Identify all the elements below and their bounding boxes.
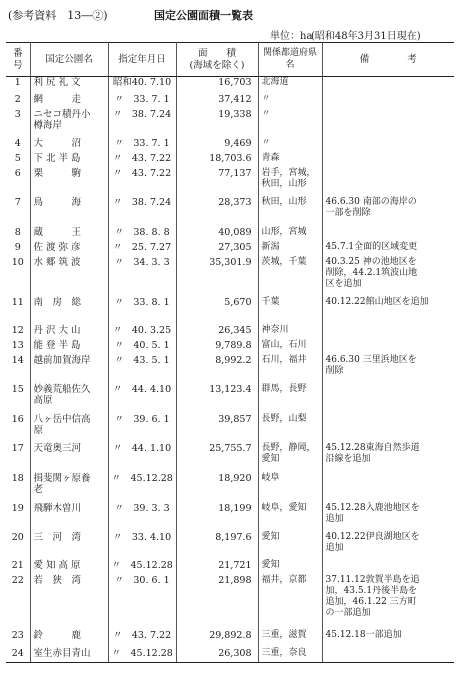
designation-date: 昭和40. 7.10 bbox=[108, 77, 176, 94]
park-area-table bbox=[6, 42, 454, 663]
prefectures: 長野，静岡， 愛知 bbox=[258, 443, 322, 473]
area-value: 5,670 bbox=[176, 297, 258, 325]
designation-date: 〃 33. 7. 1 bbox=[108, 94, 176, 109]
row-number: 20 bbox=[6, 532, 30, 560]
table-row bbox=[6, 153, 454, 168]
row-number: 17 bbox=[6, 443, 30, 473]
prefectures: 群馬，長野 bbox=[258, 384, 322, 414]
row-number: 10 bbox=[6, 257, 30, 297]
row-number: 4 bbox=[6, 138, 30, 153]
designation-date: 〃 40. 5. 1 bbox=[108, 340, 176, 355]
header-area: 面 積 (海域を除く) bbox=[176, 43, 258, 77]
designation-date: 〃 38. 8. 8 bbox=[108, 227, 176, 242]
prefectures: 神奈川 bbox=[258, 325, 322, 340]
table-row bbox=[6, 168, 454, 197]
area-value: 19,338 bbox=[176, 109, 258, 138]
remarks bbox=[322, 77, 454, 94]
prefectures: 岐阜，愛知 bbox=[258, 503, 322, 532]
unit-label: 単位：ha bbox=[270, 31, 313, 42]
park-name: 妙義荒船佐久 高原 bbox=[30, 384, 108, 414]
area-value: 28,373 bbox=[176, 197, 258, 227]
designation-date: 〃 39. 6. 1 bbox=[108, 414, 176, 443]
prefectures: 〃 bbox=[258, 138, 322, 153]
table-row bbox=[6, 532, 454, 560]
park-name: 八ヶ岳中信高 原 bbox=[30, 414, 108, 443]
remarks: 40.12.22館山地区を追加 bbox=[325, 296, 429, 307]
prefectures: 北海道 bbox=[258, 77, 322, 94]
area-value: 27,305 bbox=[176, 242, 258, 257]
prefectures: 青森 bbox=[258, 153, 322, 168]
table-row bbox=[6, 648, 454, 663]
prefectures: 愛知 bbox=[258, 532, 322, 560]
area-value: 39,857 bbox=[176, 414, 258, 443]
remarks: 45.12.18一部追加 bbox=[325, 629, 402, 640]
remarks bbox=[322, 648, 454, 663]
table-row bbox=[6, 325, 454, 340]
remarks: 37.11.12敦賀半島を追 加，43.5.1丹後半島を 追加，46.1.22 三方町 の一部追加 bbox=[325, 574, 420, 618]
row-number: 9 bbox=[6, 242, 30, 257]
row-number: 13 bbox=[6, 340, 30, 355]
area-value: 18,703.6 bbox=[176, 153, 258, 168]
row-number: 12 bbox=[6, 325, 30, 340]
remarks bbox=[322, 414, 454, 443]
prefectures: 石川，福井 bbox=[258, 355, 322, 384]
remarks bbox=[322, 138, 454, 153]
designation-date: 〃 34. 3. 3 bbox=[108, 257, 176, 297]
prefectures: 〃 bbox=[258, 94, 322, 109]
row-number: 16 bbox=[6, 414, 30, 443]
remarks: 45.12.28東海自然歩道 沿線を追加 bbox=[325, 442, 420, 464]
remarks bbox=[322, 227, 454, 242]
park-name: 飛騨木曽川 bbox=[30, 503, 108, 532]
header-designation-date: 指定年月日 bbox=[108, 43, 176, 77]
prefectures: 新潟 bbox=[258, 242, 322, 257]
designation-date: 〃 43. 7.22 bbox=[108, 153, 176, 168]
park-name: 大 沼 bbox=[30, 138, 108, 153]
table-row bbox=[6, 575, 454, 630]
prefectures: 千葉 bbox=[258, 297, 322, 325]
park-name: 越前加賀海岸 bbox=[30, 355, 108, 384]
table-row bbox=[6, 94, 454, 109]
park-name: 南 房 総 bbox=[30, 297, 108, 325]
remarks: 40.3.25 神の池地区を 削除，44.2.1筑波山地 区を追加 bbox=[325, 256, 418, 289]
prefectures: 長野，山梨 bbox=[258, 414, 322, 443]
remarks bbox=[322, 340, 454, 355]
area-value: 13,123.4 bbox=[176, 384, 258, 414]
table-row bbox=[6, 242, 454, 257]
designation-date: 〃 25. 7.27 bbox=[108, 242, 176, 257]
table-row bbox=[6, 257, 454, 297]
designation-date: 〃 45.12.28 bbox=[108, 473, 176, 503]
remarks: 46.6.30 三里浜地区を 削除 bbox=[325, 354, 417, 376]
park-name: 揖斐関ヶ原養 老 bbox=[30, 473, 108, 503]
designation-date: 〃 39. 3. 3 bbox=[108, 503, 176, 532]
area-value: 8,197.6 bbox=[176, 532, 258, 560]
row-number: 14 bbox=[6, 355, 30, 384]
table-row bbox=[6, 414, 454, 443]
prefectures: 福井，京都 bbox=[258, 575, 322, 630]
remarks bbox=[322, 109, 454, 138]
designation-date: 〃 33. 7. 1 bbox=[108, 138, 176, 153]
park-name: 蔵 王 bbox=[30, 227, 108, 242]
remarks: 46.6.30 南部の海岸の 一部を削除 bbox=[325, 196, 417, 218]
park-name: 能 登 半 島 bbox=[30, 340, 108, 355]
park-name: ニセコ積丹小 樽海岸 bbox=[30, 109, 108, 138]
title-row bbox=[8, 7, 452, 23]
row-number: 11 bbox=[6, 297, 30, 325]
park-name: 三 河 湾 bbox=[30, 532, 108, 560]
page-title: 国定公園面積一覧表 bbox=[154, 9, 253, 22]
area-value: 29,892.8 bbox=[176, 630, 258, 648]
designation-date: 〃 38. 7.24 bbox=[108, 197, 176, 227]
area-value: 16,703 bbox=[176, 77, 258, 94]
remarks: 45.7.1全面的区域変更 bbox=[325, 241, 418, 252]
table-row bbox=[6, 443, 454, 473]
table-header-row bbox=[6, 43, 454, 77]
reference-label: (参考資料 13―②) bbox=[8, 9, 108, 22]
park-name: 愛 知 高 原 bbox=[30, 560, 108, 575]
designation-date: 〃 45.12.28 bbox=[108, 560, 176, 575]
area-value: 8,992.2 bbox=[176, 355, 258, 384]
header-no: 番号 bbox=[6, 43, 30, 77]
designation-date: 〃 43. 7.22 bbox=[108, 168, 176, 197]
row-number: 5 bbox=[6, 153, 30, 168]
park-name: 利 尻 礼 文 bbox=[30, 77, 108, 94]
area-value: 40,089 bbox=[176, 227, 258, 242]
as-of-date: (昭和48年3月31日現在) bbox=[311, 31, 421, 42]
park-name: 若 狭 湾 bbox=[30, 575, 108, 630]
area-value: 21,721 bbox=[176, 560, 258, 575]
header-remarks: 備 考 bbox=[322, 43, 454, 77]
park-name: 天竜奥三河 bbox=[30, 443, 108, 473]
prefectures: 富山，石川 bbox=[258, 340, 322, 355]
area-value: 25,755.7 bbox=[176, 443, 258, 473]
designation-date: 〃 38. 7.24 bbox=[108, 109, 176, 138]
area-value: 18,920 bbox=[176, 473, 258, 503]
area-value: 26,345 bbox=[176, 325, 258, 340]
prefectures: 岐阜 bbox=[258, 473, 322, 503]
remarks: 40.12.22伊良湖地区を 追加 bbox=[325, 531, 420, 553]
table-body bbox=[6, 77, 454, 663]
area-value: 18,199 bbox=[176, 503, 258, 532]
designation-date: 〃 44. 1.10 bbox=[108, 443, 176, 473]
remarks bbox=[322, 325, 454, 340]
row-number: 18 bbox=[6, 473, 30, 503]
row-number: 22 bbox=[6, 575, 30, 630]
prefectures: 茨城，千葉 bbox=[258, 257, 322, 297]
park-name: 丹 沢 大 山 bbox=[30, 325, 108, 340]
table-row bbox=[6, 297, 454, 325]
header-park-name: 国定公園名 bbox=[30, 43, 108, 77]
remarks: 45.12.28入鹿池地区を 追加 bbox=[325, 502, 420, 524]
table-row bbox=[6, 138, 454, 153]
area-value: 21,898 bbox=[176, 575, 258, 630]
row-number: 8 bbox=[6, 227, 30, 242]
row-number: 15 bbox=[6, 384, 30, 414]
designation-date: 〃 43. 7.22 bbox=[108, 630, 176, 648]
area-value: 77,137 bbox=[176, 168, 258, 197]
park-name: 下 北 半 島 bbox=[30, 153, 108, 168]
park-name: 水 郷 筑 波 bbox=[30, 257, 108, 297]
table-row bbox=[6, 197, 454, 227]
table-row bbox=[6, 227, 454, 242]
row-number: 1 bbox=[6, 77, 30, 94]
designation-date: 〃 33. 4.10 bbox=[108, 532, 176, 560]
designation-date: 〃 45.12.28 bbox=[108, 648, 176, 663]
table-row bbox=[6, 384, 454, 414]
park-name: 佐 渡 弥 彦 bbox=[30, 242, 108, 257]
remarks bbox=[322, 94, 454, 109]
table-row bbox=[6, 109, 454, 138]
prefectures: 秋田，山形 bbox=[258, 197, 322, 227]
area-value: 37,412 bbox=[176, 94, 258, 109]
row-number: 6 bbox=[6, 168, 30, 197]
table-row bbox=[6, 630, 454, 648]
area-value: 9,789.8 bbox=[176, 340, 258, 355]
park-name: 室生赤目青山 bbox=[30, 648, 108, 663]
prefectures: 三重，滋賀 bbox=[258, 630, 322, 648]
park-name: 鳥 海 bbox=[30, 197, 108, 227]
prefectures: 〃 bbox=[258, 109, 322, 138]
row-number: 2 bbox=[6, 94, 30, 109]
designation-date: 〃 44. 4.10 bbox=[108, 384, 176, 414]
designation-date: 〃 33. 8. 1 bbox=[108, 297, 176, 325]
park-name: 網 走 bbox=[30, 94, 108, 109]
area-value: 35,301.9 bbox=[176, 257, 258, 297]
remarks bbox=[322, 153, 454, 168]
remarks bbox=[322, 384, 454, 414]
prefectures: 山形，宮城 bbox=[258, 227, 322, 242]
remarks bbox=[322, 560, 454, 575]
table-row bbox=[6, 340, 454, 355]
area-value: 26,308 bbox=[176, 648, 258, 663]
row-number: 23 bbox=[6, 630, 30, 648]
header-prefectures: 関係都道府県名 bbox=[258, 43, 322, 77]
prefectures: 愛知 bbox=[258, 560, 322, 575]
table-row bbox=[6, 355, 454, 384]
table-row bbox=[6, 77, 454, 94]
prefectures: 三重，奈良 bbox=[258, 648, 322, 663]
table-row bbox=[6, 560, 454, 575]
designation-date: 〃 43. 5. 1 bbox=[108, 355, 176, 384]
row-number: 7 bbox=[6, 197, 30, 227]
row-number: 3 bbox=[6, 109, 30, 138]
table-row bbox=[6, 503, 454, 532]
prefectures: 岩手，宮城， 秋田，山形 bbox=[258, 168, 322, 197]
table-row bbox=[6, 473, 454, 503]
row-number: 24 bbox=[6, 648, 30, 663]
designation-date: 〃 30. 6. 1 bbox=[108, 575, 176, 630]
park-name: 鈴 鹿 bbox=[30, 630, 108, 648]
remarks bbox=[322, 473, 454, 503]
park-name: 栗 駒 bbox=[30, 168, 108, 197]
row-number: 19 bbox=[6, 503, 30, 532]
remarks bbox=[322, 168, 454, 197]
designation-date: 〃 40. 3.25 bbox=[108, 325, 176, 340]
row-number: 21 bbox=[6, 560, 30, 575]
unit-row bbox=[230, 27, 454, 41]
area-value: 9,469 bbox=[176, 138, 258, 153]
